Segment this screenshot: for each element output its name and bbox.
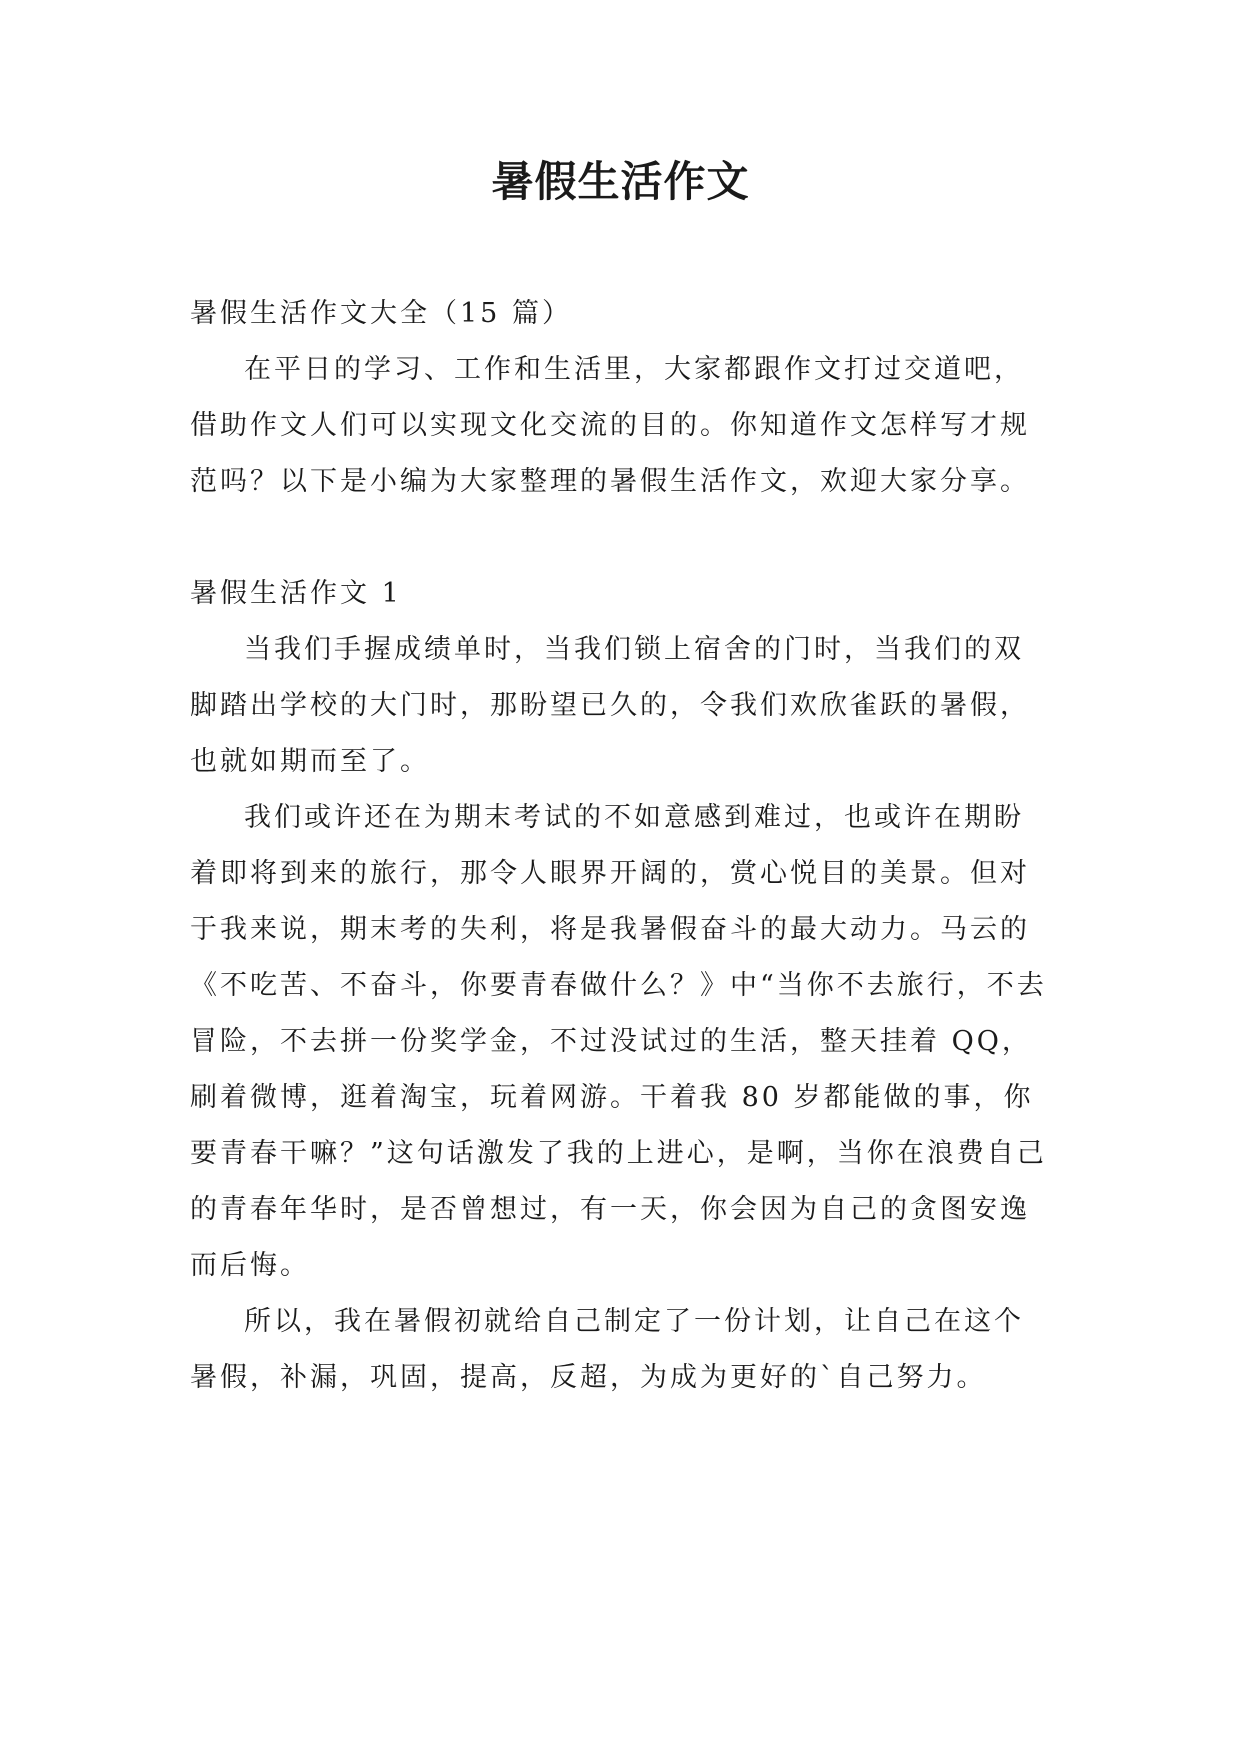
document-body [190,286,1050,1406]
essay-paragraph-2: 我们或许还在为期末考试的不如意感到难过，也或许在期盼着即将到来的旅行，那令人眼界开阔的，赏心悦目的美景。但对于我来说，期末考的失利，将是我暑假奋斗的最大动力。马云的《不吃苦、不奋斗，你要青春做什么？》中“当你不去旅行，不去冒险，不去拼一份奖学金，不过没试过的生活，整天挂着 QQ，刷着微博，逛着淘宝，玩着网游。干着我 80 岁都能做的事，你要青春干嘛？”这句话激发了我的上进心，是啊，当你在浪费自己的青春年华时，是否曾想过，有一天，你会因为自己的贪图安逸而后悔。 [190,802,1047,1281]
essay-paragraph-1: 当我们手握成绩单时，当我们锁上宿舍的门时，当我们的双脚踏出学校的大门时，那盼望已久的，令我们欢欣雀跃的暑假，也就如期而至了。 [190,634,1030,777]
essay-paragraph-3: 所以，我在暑假初就给自己制定了一份计划，让自己在这个暑假，补漏，巩固，提高，反超，为成为更好的`自己努力。 [190,1306,1024,1393]
essay-heading: 暑假生活作文 1 [190,578,402,609]
collection-heading: 暑假生活作文大全（15 篇） [190,298,572,329]
intro-paragraph: 在平日的学习、工作和生活里，大家都跟作文打过交道吧，借助作文人们可以实现文化交流的目的。你知道作文怎样写才规范吗？以下是小编为大家整理的暑假生活作文，欢迎大家分享。 [190,354,1030,497]
section-gap [190,510,1050,566]
document-title: 暑假生活作文 [491,157,750,206]
